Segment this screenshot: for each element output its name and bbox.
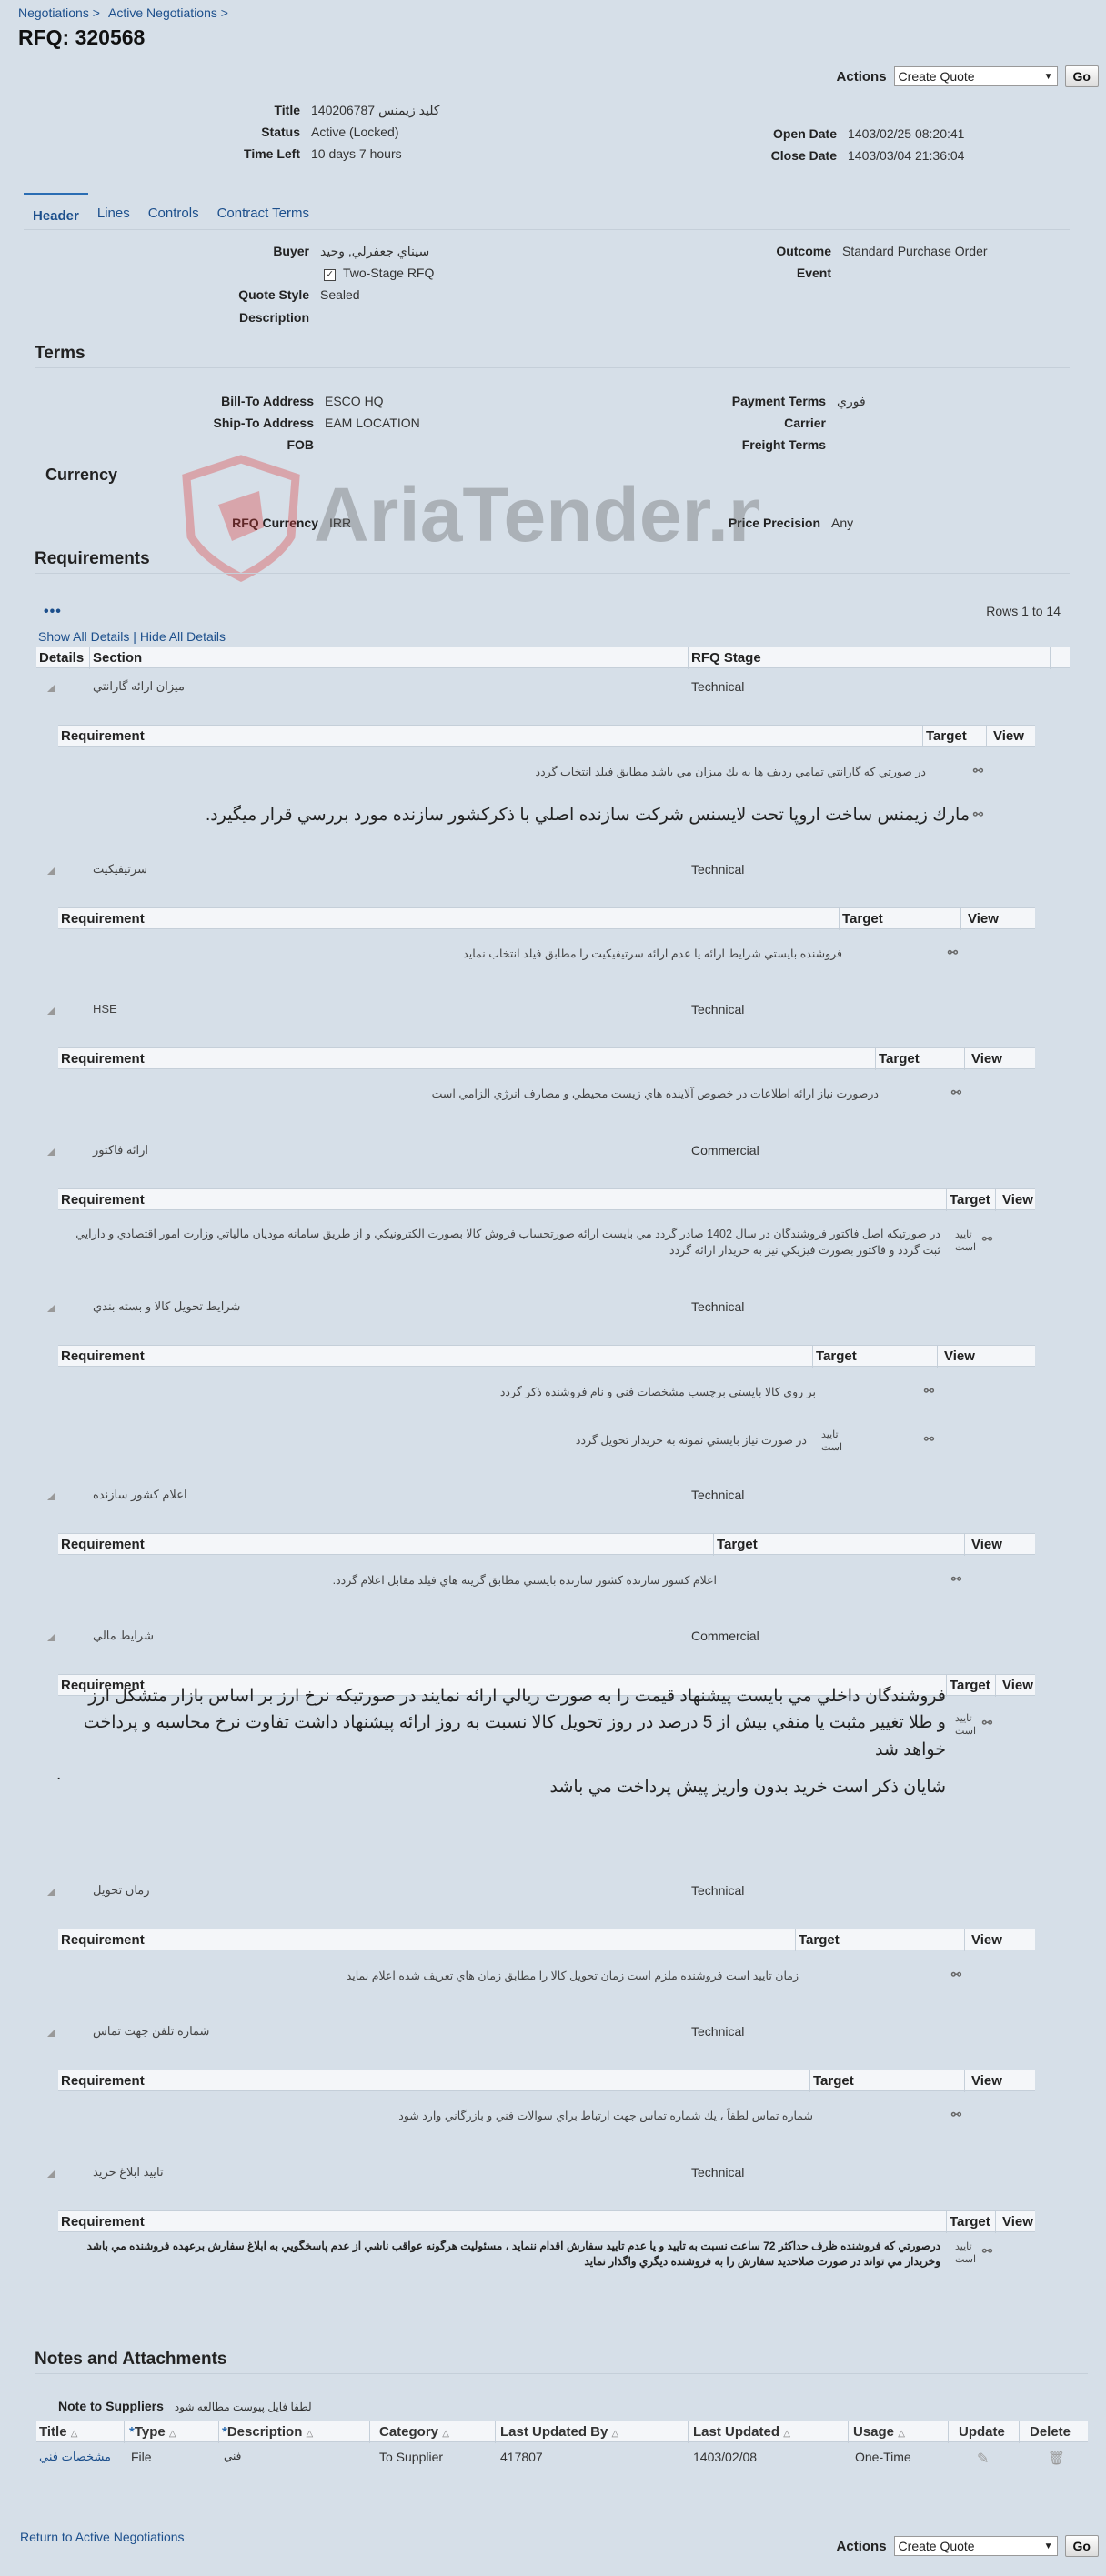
col-delete: Delete (1030, 2424, 1071, 2440)
sort-icon: △ (168, 2429, 176, 2439)
sort-icon: △ (898, 2429, 905, 2439)
actions-select-value: Create Quote (898, 2539, 975, 2553)
event-row (728, 266, 831, 280)
edit-pencil-icon[interactable]: ✎ (977, 2451, 990, 2467)
currency-heading: Currency (45, 466, 118, 484)
section-row (36, 1479, 1070, 1510)
attachments-table-header (36, 2421, 1088, 2442)
sort-icon: △ (783, 2429, 790, 2439)
sort-icon: △ (70, 2429, 78, 2439)
rfq-currency-label: RFQ Currency (232, 516, 318, 530)
col-view: View (971, 1932, 1002, 1948)
requirement-text: فروشنده بايستي شرايط ارائه يا عدم ارائه سرتيفيكيت را مطابق فيلد انتخاب نمايد (463, 947, 842, 960)
tab-divider (24, 229, 1070, 230)
col-requirement: Requirement (61, 2214, 145, 2230)
bill-to-row (182, 394, 384, 408)
col-update: Update (959, 2424, 1005, 2440)
collapse-triangle-icon[interactable] (47, 1492, 55, 1500)
col-view: View (944, 1348, 975, 1364)
col-divider (937, 1346, 938, 1368)
requirement-text: درصورتي كه فروشنده ظرف حداكثر 72 ساعت نسبت به تاييد و يا عدم تاييد سفارش اقدام ننمايد ، مسئوليت هرگونه عواقب ناشي از عدم پاسخگويي به ابلاغ سفارش برعهده فروشنده مي باشد وخريدار مي تواند در صورت صلاحديد سفارش را به فروشنده ديگري واگذار نمايد (86, 2240, 940, 2268)
actions-bar-bottom (837, 2535, 1099, 2557)
requirement-text: در صورتيكه اصل فاكتور فروشندگان در سال 1402 صادر گردد مي بايست ارائه صورتحساب فروش كالا بصورت الكترونيكي و از طريق سامانه موديان مالياتي وزارت امور اقتصادي و دارايي ثبت گردد و فاكتور بصورت فيزيكي نيز به خريدار ارائه گردد (75, 1228, 940, 1257)
requirement-table-header (58, 907, 1035, 929)
col-category-label: Category (379, 2424, 439, 2440)
col-divider (964, 2070, 965, 2092)
freight-label: Freight Terms (741, 437, 826, 452)
chevron-down-icon: ▼ (1043, 71, 1053, 82)
divider (35, 573, 1070, 574)
terms-heading: Terms (35, 344, 85, 363)
page-title: RFQ: 320568 (18, 25, 146, 49)
more-options-icon[interactable]: ••• (44, 604, 62, 619)
col-divider (839, 908, 840, 930)
trash-icon[interactable]: 🗑 (1048, 2451, 1066, 2466)
col-divider (946, 2211, 947, 2233)
glasses-icon[interactable]: ⚯ (951, 1968, 960, 1981)
time-left-label: Time Left (244, 146, 300, 161)
show-hide-links (38, 629, 226, 644)
collapse-triangle-icon[interactable] (47, 684, 55, 692)
attachment-title-link[interactable]: مشخصات فني (39, 2450, 112, 2463)
section-row (36, 854, 1070, 885)
col-details: Details (39, 650, 85, 666)
collapse-triangle-icon[interactable] (47, 1304, 55, 1312)
col-divider (995, 2211, 996, 2233)
bill-to-label: Bill-To Address (221, 394, 314, 408)
requirement-text-line: شايان ذكر است خريد بدون واريز پيش پرداخت مي باشد (549, 1778, 946, 1798)
glasses-icon[interactable]: ⚯ (982, 1716, 990, 1729)
description-row (209, 310, 309, 325)
breadcrumb-negotiations[interactable]: Negotiations (18, 5, 89, 20)
status-row (231, 125, 398, 139)
col-divider (713, 1534, 714, 1556)
requirement-text (82, 1683, 946, 1801)
open-date-value: 1403/02/25 08:20:41 (848, 126, 965, 141)
outcome-value: Standard Purchase Order (842, 244, 988, 258)
attachment-updated-by: 417807 (500, 2450, 543, 2464)
attachment-row (36, 2450, 1088, 2473)
watermark-text: AriaTender.n (314, 472, 759, 557)
go-button[interactable]: Go (1065, 2535, 1099, 2557)
requirement-target: تاييد است (955, 1229, 977, 1254)
hide-all-details-link[interactable]: Hide All Details (139, 629, 226, 644)
col-title[interactable] (39, 2424, 77, 2440)
title-value: 140206787 كليد زيمنس (311, 103, 440, 117)
col-target: Target (950, 2214, 990, 2230)
sort-icon: △ (442, 2429, 449, 2439)
collapse-triangle-icon[interactable] (47, 2170, 55, 2178)
title-row (231, 103, 440, 118)
actions-label: Actions (836, 2538, 887, 2554)
section-name: HSE (93, 1002, 117, 1016)
glasses-icon[interactable]: ⚯ (951, 2108, 960, 2121)
tab-header[interactable]: Header (24, 193, 88, 229)
actions-label: Actions (836, 68, 887, 85)
col-last-updated-by[interactable] (500, 2424, 618, 2440)
col-requirement: Requirement (61, 911, 145, 927)
requirement-target: تاييد است (955, 2241, 977, 2266)
breadcrumb-active-negotiations[interactable]: Active Negotiations (108, 5, 217, 20)
attachment-description: فني (224, 2450, 242, 2462)
ship-to-label: Ship-To Address (213, 416, 314, 430)
col-requirement: Requirement (61, 1678, 145, 1693)
requirement-text: بر روي كالا بايستي برچسب مشخصات فني و نام فروشنده ذكر گردد (499, 1386, 816, 1398)
col-last-updated-by-label: Last Updated By (500, 2424, 608, 2440)
section-stage: Technical (691, 1299, 745, 1314)
status-value: Active (Locked) (311, 125, 399, 139)
section-name: تاييد ابلاغ خريد (93, 2165, 164, 2179)
col-view: View (1002, 1192, 1033, 1208)
col-type[interactable]: *Type △ (129, 2424, 176, 2440)
col-title-label: Title (39, 2424, 67, 2440)
col-target: Target (799, 1932, 840, 1948)
quote-style-value: Sealed (320, 287, 360, 302)
section-row (36, 671, 1070, 702)
section-row (36, 1135, 1070, 1166)
buyer-row (209, 244, 429, 259)
col-requirement: Requirement (61, 1051, 145, 1067)
col-divider (875, 1048, 876, 1070)
section-stage: Technical (691, 1002, 745, 1017)
open-date-row (746, 126, 964, 141)
requirement-target: تاييد است (821, 1429, 843, 1454)
requirement-target: تاييد است (955, 1713, 977, 1738)
requirement-text: در صورتي كه گارانتي تمامي رديف ها به يك ميزان مي باشد مطابق فيلد انتخاب گردد (535, 766, 926, 778)
section-stage: Technical (691, 1883, 745, 1898)
col-target: Target (717, 1537, 758, 1552)
bill-to-link[interactable]: ESCO HQ (325, 394, 384, 408)
link-separator: | (133, 629, 136, 644)
close-date-row (746, 148, 964, 163)
section-stage: Technical (691, 2024, 745, 2039)
requirement-table-header (58, 1047, 1035, 1069)
notes-heading: Notes and Attachments (35, 2350, 227, 2369)
requirement-text-line: فروشندگان داخلي مي بايست پيشنهاد قيمت را به صورت ريالي ارائه نمايند در صورتيكه نرخ ارز بر اساس بازار متشكل ارز و طلا تغيير مثبت يا منفي بيش از 5 درصد در روز تحويل كالا نسبت به روز ارائه پيشنهاد داشت تفاوت نرخ محاسبه و پرداخت خواهد شد (83, 1687, 946, 1759)
breadcrumb-sep: > (92, 5, 100, 20)
attachment-type: File (131, 2450, 152, 2464)
col-target: Target (842, 911, 883, 927)
go-button[interactable]: Go (1065, 65, 1099, 87)
glasses-icon[interactable]: ⚯ (973, 764, 981, 777)
return-link[interactable]: Return to Active Negotiations (20, 2530, 185, 2544)
price-precision-value: Any (831, 516, 854, 530)
col-view: View (1002, 1678, 1033, 1693)
col-divider (964, 1048, 965, 1070)
section-stage: Technical (691, 679, 745, 694)
ship-to-row (182, 416, 420, 430)
col-usage[interactable] (853, 2424, 905, 2440)
col-requirement: Requirement (61, 728, 145, 744)
payment-label: Payment Terms (731, 394, 826, 408)
event-label: Event (796, 266, 831, 280)
col-description-label: Description (226, 2424, 303, 2440)
section-row (36, 994, 1070, 1025)
section-name: سرتيفيكيت (93, 862, 147, 876)
col-target: Target (813, 2073, 854, 2089)
collapse-triangle-icon[interactable] (47, 1007, 55, 1015)
col-divider (809, 2070, 810, 2092)
glasses-icon[interactable]: ⚯ (973, 807, 981, 821)
carrier-label: Carrier (784, 416, 826, 430)
tab-lines[interactable]: Lines (96, 205, 130, 221)
sort-icon: △ (611, 2429, 619, 2439)
section-name: شماره تلفن جهت تماس (93, 2024, 210, 2038)
col-description[interactable]: *Description △ (222, 2424, 314, 2440)
attachment-category: To Supplier (379, 2450, 444, 2464)
two-stage-checkbox: ✓ (325, 269, 335, 280)
payment-row (691, 394, 866, 409)
requirement-table-header (58, 2070, 1035, 2091)
buyer-label: Buyer (273, 244, 309, 258)
watermark (177, 450, 759, 589)
col-requirement: Requirement (61, 1348, 145, 1364)
close-date-label: Close Date (770, 148, 837, 163)
actions-select[interactable] (894, 2536, 1058, 2556)
quote-style-label: Quote Style (238, 287, 309, 302)
collapse-triangle-icon[interactable] (47, 1633, 55, 1641)
show-all-details-link[interactable]: Show All Details (38, 629, 130, 644)
divider (35, 367, 1070, 368)
col-target: Target (926, 728, 967, 744)
note-to-suppliers-label: Note to Suppliers (58, 2399, 164, 2413)
attachment-updated: 1403/02/08 (693, 2450, 758, 2464)
col-requirement: Requirement (61, 1537, 145, 1552)
col-view: View (971, 2073, 1002, 2089)
requirement-text: زمان تاييد است فروشنده ملزم است زمان تحويل كالا را مطابق زمان هاي تعريف شده اعلام نمايد (346, 1970, 799, 1982)
note-to-suppliers-row (58, 2399, 312, 2413)
title-label: Title (274, 103, 300, 117)
section-stage: Commercial (691, 1143, 759, 1158)
requirement-text: شماره تماس لطفاً ، يك شماره تماس جهت ارتباط براي سوالات فني و بازرگاني وارد شود (398, 2110, 813, 2122)
col-target: Target (950, 1192, 990, 1208)
section-row (36, 2016, 1070, 2047)
col-target: Target (879, 1051, 920, 1067)
glasses-icon[interactable]: ⚯ (924, 1384, 932, 1398)
quote-style-row (209, 287, 360, 302)
requirement-text: درصورت نياز ارائه اطلاعات در خصوص آلاينده هاي زيست محيطي و مصارف انرژي الزامي است (431, 1088, 879, 1100)
section-stage: Technical (691, 2165, 745, 2180)
col-divider (960, 908, 961, 930)
col-target: Target (816, 1348, 857, 1364)
col-requirement: Requirement (61, 1932, 145, 1948)
col-divider (812, 1346, 813, 1368)
rfq-currency-value: IRR (329, 516, 352, 530)
requirement-text (55, 802, 970, 828)
col-divider (995, 1189, 996, 1211)
rows-indicator: Rows 1 to 14 (986, 604, 1061, 618)
spacer (82, 1763, 946, 1774)
col-view: View (971, 1051, 1002, 1067)
note-to-suppliers-value: لطفا فايل پيوست مطالعه شود (174, 2401, 312, 2413)
watermark-logo-icon (177, 450, 759, 586)
requirements-table-header (36, 647, 1070, 668)
two-stage-row (324, 266, 434, 281)
col-divider (995, 1675, 996, 1697)
col-category[interactable] (379, 2424, 449, 2440)
attachment-usage: One-Time (855, 2450, 911, 2464)
col-view: View (968, 911, 999, 927)
description-label: Description (238, 310, 309, 325)
col-divider (946, 1189, 947, 1211)
section-stage: Technical (691, 1488, 745, 1502)
requirement-table-header (58, 1929, 1035, 1950)
section-row (36, 1875, 1070, 1906)
col-divider (964, 1929, 965, 1951)
collapse-triangle-icon[interactable] (47, 1148, 55, 1156)
col-rfq-stage: RFQ Stage (691, 650, 761, 666)
requirement-table-header (58, 1188, 1035, 1210)
col-view: View (971, 1537, 1002, 1552)
glasses-icon[interactable]: ⚯ (951, 1572, 960, 1586)
col-divider (986, 726, 987, 747)
tab-contract-terms[interactable]: Contract Terms (216, 205, 309, 221)
col-divider (964, 1534, 965, 1556)
time-left-row (231, 146, 402, 161)
requirement-text: اعلام كشور سازنده كشور سازنده بايستي مطابق گزينه هاي فيلد مقابل اعلام گردد. (332, 1574, 717, 1587)
section-name: زمان تحويل (93, 1883, 150, 1897)
divider (35, 2373, 1088, 2374)
breadcrumb (18, 5, 234, 20)
glasses-icon[interactable]: ⚯ (982, 2244, 990, 2258)
status-label: Status (261, 125, 300, 139)
collapse-triangle-icon[interactable] (47, 2029, 55, 2037)
col-view: View (993, 728, 1024, 744)
section-name: شرايط تحويل كالا و بسته بندي (93, 1299, 241, 1313)
collapse-triangle-icon[interactable] (47, 867, 55, 875)
glasses-icon[interactable]: ⚯ (924, 1432, 932, 1446)
glasses-icon[interactable]: ⚯ (948, 946, 956, 959)
section-row (36, 2157, 1070, 2188)
section-row (36, 1291, 1070, 1322)
section-name: ميزان ارائه گارانتي (93, 679, 185, 693)
actions-select[interactable] (894, 66, 1058, 86)
open-date-label: Open Date (772, 126, 837, 141)
col-divider (922, 726, 923, 747)
sort-icon: △ (306, 2429, 314, 2439)
payment-value: فوري (837, 394, 866, 408)
requirements-heading: Requirements (35, 549, 150, 568)
requirement-text-line: مارك زيمنس ساخت اروپا تحت لايسنس شركت سازنده اصلي با ذكركشور سازنده مورد بررسي قرار ميگيرد. (205, 806, 970, 825)
col-view: View (1002, 2214, 1033, 2230)
chevron-down-icon: ▼ (1043, 2541, 1053, 2551)
requirement-tail: . (56, 1765, 62, 1784)
section-stage: Technical (691, 862, 745, 877)
carrier-row (691, 416, 826, 430)
col-requirement: Requirement (61, 2073, 145, 2089)
tab-controls[interactable]: Controls (147, 205, 199, 221)
two-stage-label: Two-Stage RFQ (343, 266, 435, 280)
price-precision-label: Price Precision (728, 516, 820, 530)
col-target: Target (950, 1678, 990, 1693)
ship-to-link[interactable]: EAM LOCATION (325, 416, 420, 430)
section-name: اعلام كشور سازنده (93, 1488, 187, 1501)
col-usage-label: Usage (853, 2424, 895, 2440)
collapse-triangle-icon[interactable] (47, 1888, 55, 1896)
section-row (36, 1620, 1070, 1651)
section-name: ارائه فاكتور (93, 1143, 148, 1157)
col-last-updated[interactable] (693, 2424, 790, 2440)
col-type-label: Type (134, 2424, 166, 2440)
col-divider (795, 1929, 796, 1951)
section-name: شرايط مالي (93, 1629, 154, 1642)
outcome-label: Outcome (776, 244, 831, 258)
col-last-updated-label: Last Updated (693, 2424, 780, 2440)
col-divider (946, 1675, 947, 1697)
tab-bar (24, 193, 318, 229)
buyer-value: سيناي جعفرلي, وحيد (320, 244, 430, 258)
close-date-value: 1403/03/04 21:36:04 (848, 148, 965, 163)
actions-bar-top (837, 65, 1099, 87)
col-requirement: Requirement (61, 1192, 145, 1208)
section-stage: Commercial (691, 1629, 759, 1643)
glasses-icon[interactable]: ⚯ (982, 1232, 990, 1246)
outcome-row (728, 244, 988, 258)
requirement-table-header (58, 725, 1035, 747)
time-left-value: 10 days 7 hours (311, 146, 402, 161)
requirement-table-header (58, 1533, 1035, 1555)
col-section: Section (93, 650, 143, 666)
requirement-text: در صورت نياز بايستي نمونه به خريدار تحويل گردد (575, 1434, 807, 1447)
fob-label: FOB (287, 437, 314, 452)
breadcrumb-sep: > (220, 5, 228, 20)
requirement-table-header (58, 2210, 1035, 2232)
glasses-icon[interactable]: ⚯ (951, 1086, 960, 1099)
actions-select-value: Create Quote (898, 69, 975, 84)
requirement-table-header (58, 1345, 1035, 1367)
